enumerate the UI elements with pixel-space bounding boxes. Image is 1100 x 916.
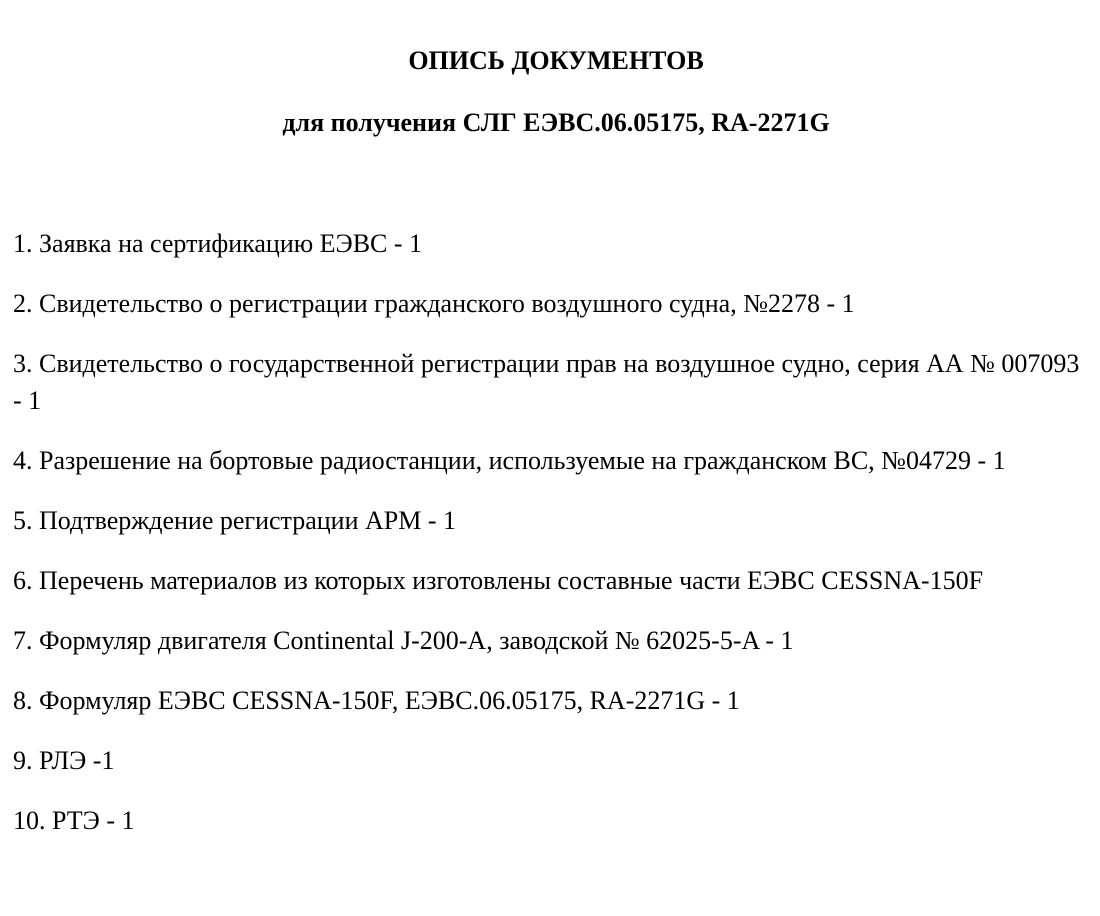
list-item-number: 7. (13, 626, 33, 655)
list-item (13, 622, 1093, 659)
list-item-text: Перечень материалов из которых изготовлены составные части ЕЭВС CESSNA-150F (39, 566, 984, 595)
list-item (13, 502, 1093, 539)
list-item-number: 10. (13, 806, 46, 835)
list-item-number: 3. (13, 349, 33, 378)
list-item (13, 225, 1093, 262)
list-item-text: РТЭ - 1 (52, 806, 135, 835)
list-item (13, 682, 1093, 719)
page-title: ОПИСЬ ДОКУМЕНТОВ (408, 46, 704, 75)
document-list (13, 225, 1093, 862)
list-item (13, 442, 1093, 479)
list-item-text: Свидетельство о регистрации гражданского воздушного судна, №2278 - 1 (39, 289, 855, 318)
list-item (13, 345, 1093, 419)
list-item-number: 6. (13, 566, 33, 595)
list-item-number: 8. (13, 686, 33, 715)
page-subtitle: для получения СЛГ ЕЭВС.06.05175, RA-2271G (282, 108, 830, 137)
list-item-text: Подтверждение регистрации АРМ - 1 (39, 506, 457, 535)
list-item-text: Формуляр ЕЭВС CESSNA-150F, ЕЭВС.06.05175, RA-2271G - 1 (39, 686, 740, 715)
list-item-text: РЛЭ -1 (39, 746, 115, 775)
list-item-text: Разрешение на бортовые радиостанции, используемые на гражданском ВС, №04729 - 1 (39, 446, 1006, 475)
list-item (13, 285, 1093, 322)
list-item (13, 742, 1093, 779)
list-item-text: Свидетельство о государственной регистрации прав на воздушное судно, серия АА № 007093 - 1 (13, 349, 1080, 415)
list-item-text: Формуляр двигателя Continental J-200-A, заводской № 62025-5-A - 1 (39, 626, 794, 655)
list-item (13, 802, 1093, 839)
list-item-number: 2. (13, 289, 33, 318)
list-item-number: 4. (13, 446, 33, 475)
list-item-text: Заявка на сертификацию ЕЭВС - 1 (39, 229, 423, 258)
list-item-number: 9. (13, 746, 33, 775)
list-item (13, 562, 1093, 599)
list-item-number: 1. (13, 229, 33, 258)
list-item-number: 5. (13, 506, 33, 535)
